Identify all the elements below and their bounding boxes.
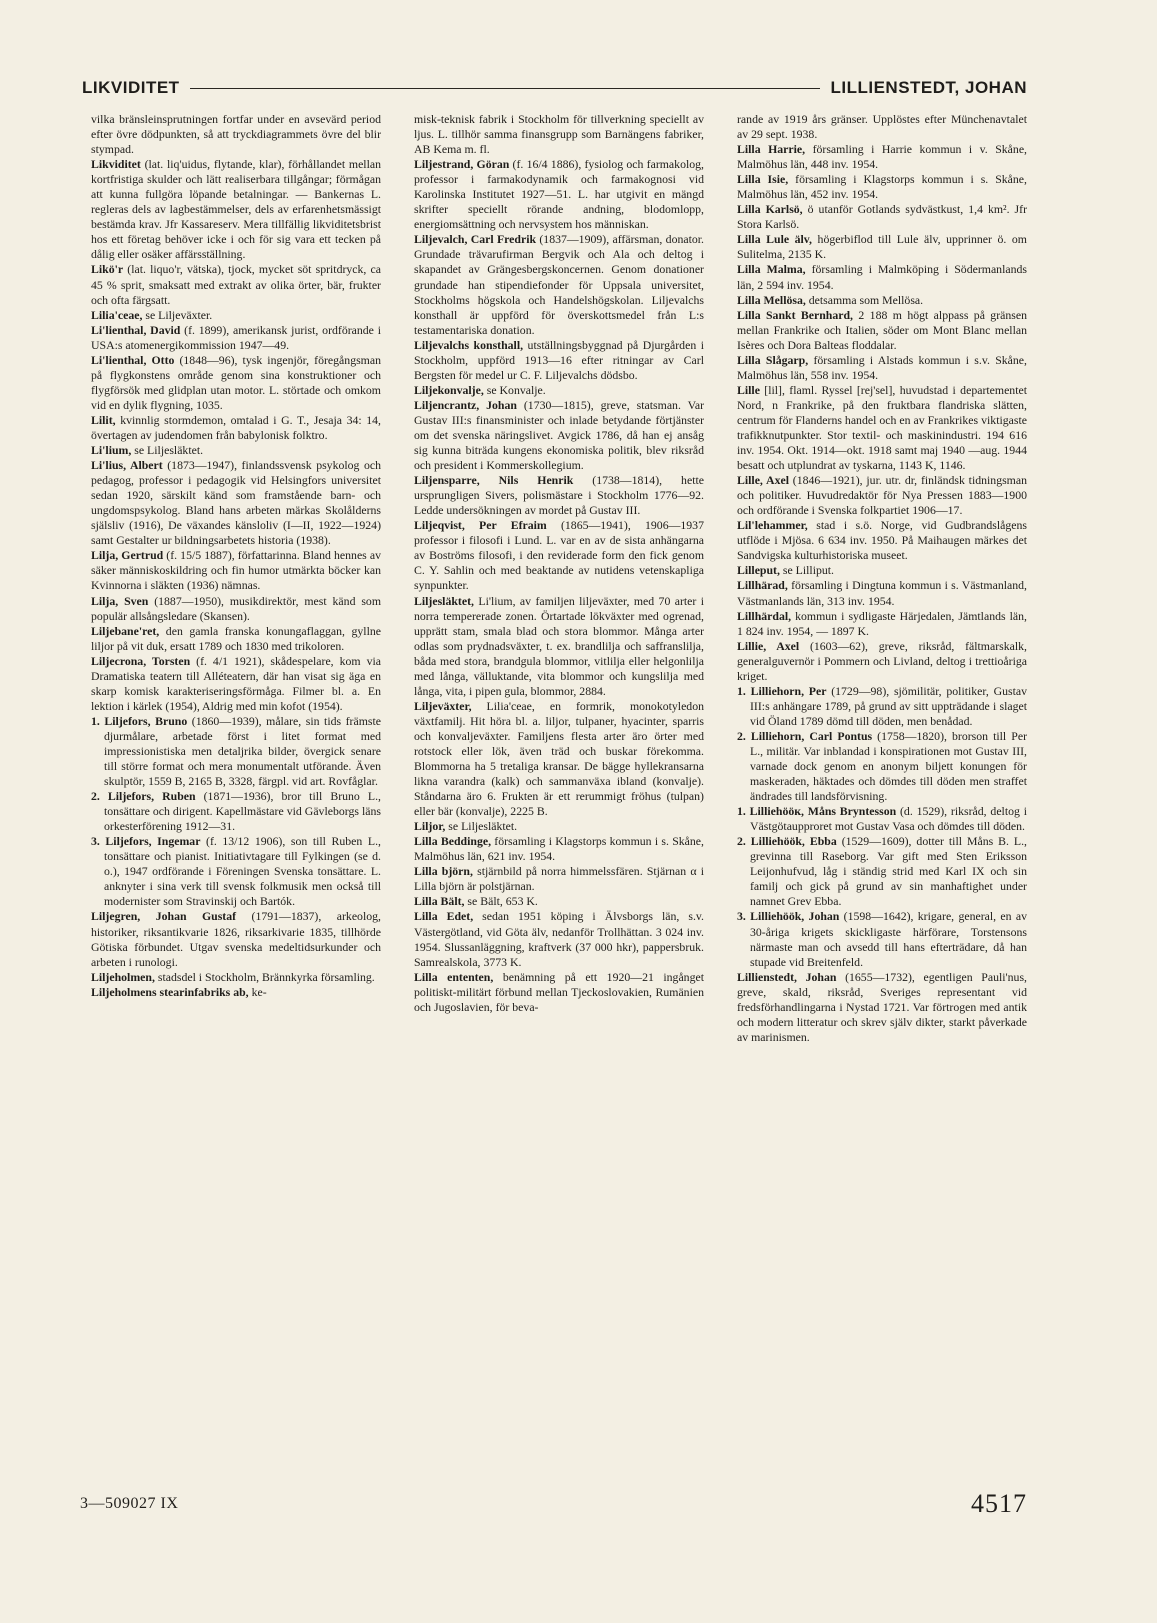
dictionary-entry [91,262,381,307]
dictionary-entry [414,157,704,232]
page-number: 4517 [971,1489,1027,1518]
running-head-right: LILLIENSTEDT, JOHAN [830,78,1027,97]
dictionary-entry [737,909,1027,969]
entry-text: (lat. liq'uidus, flytande, klar), förhållandet mellan kortfristiga skulder och lätt realiserbara tillgångar; förmågan att kunna fullgöra löpande betalningar. — Bankernas L. regleras dels av lagbestämmelser, dels av erfarenhetsmässigt bestämda krav. Jfr Kassareserv. Mera tillfällig likviditetsbrist hos ett företag behöver icke i och för sig vara ett tecken på dålig eller osäker affärsställning. [91,157,381,262]
entry-headword: Liljekonvalje, [414,382,484,397]
entry-text: (f. 16/4 1886), fysiolog och farmakolog, professor i farmakodynamik och farmakognosi vid Karolinska Institutet 1927—51. L. har utgivit en mängd skrifter speciellt rörande andning, blodomlopp, energiomsättning och nervsystem hos människan. [414,157,704,232]
entry-text: (1887—1950), musikdirektör, mest känd som populär allsångsledare (Skansen). [91,593,381,623]
entry-text: (1598—1642), krigare, general, en av 30-åriga krigets skickligaste härförare, Torstensons närmaste man och avsedd till hans efterträdare, då han stupade vid Breitenfeld. [750,909,1027,969]
entry-headword: Li'lius, Albert [91,458,163,473]
entry-text: [lil], flaml. Ryssel [rej'sel], huvudstad i departementet Nord, n Frankrike, på den fruktbara flandriska slätten, centrum för Flanderns handel och en av Frankrikes viktigaste trafikknutpunkter. Stor textil- och maskinindustri. 194 616 inv. 1954. Okt. 1914—okt. 1918 samt maj 1940 —aug. 1944 besatt och utplundrat av tyskarna, 1143 K, 1146. [737,382,1027,473]
entry-headword: Lilla ententen, [414,969,494,984]
entry-headword: Lilla Karlsö, [737,202,803,217]
entry-text: (1738—1814), hette ursprungligen Sivers, polismästare i Stockholm 1776—92. Ledde undersökningen av mordet på Gustav III. [414,473,704,518]
entry-text: ke- [248,984,267,999]
dictionary-entry [91,789,381,834]
entry-text: (lat. liquo'r, vätska), tjock, mycket söt spritdryck, ca 45 % sprit, smaksatt med extrakt av olika örter, bär, frukter och ofta färgsatt. [91,262,381,307]
entry-text: stad i s.ö. Norge, vid Gudbrandslågens utflöde i Mjösa. 6 634 inv. 1950. På Maihaugen märkes det Sandvigska kulturhistoriska museet. [737,518,1027,563]
entry-text: den gamla franska konungaflaggan, gyllne liljor på vit duk, ersatt 1789 och 1830 med trikoloren. [91,623,381,653]
entry-headword: Lillie, Axel [737,638,800,653]
entry-text: (1848—96), tysk ingenjör, föregångsman på flygkonstens område genom sina konstruktioner och flygförsök med glidplan utan motor. L. störtade och omkom vid en dylik flygning, 1035. [91,352,381,412]
entry-text: församling i Malmköping i Södermanlands län, 2 594 inv. 1954. [737,262,1027,292]
entry-headword: 2. Lilliehöök, Ebba [737,834,837,849]
entry-text: högerbiflod till Lule älv, upprinner ö. om Sulitelma, 2135 K. [737,232,1027,262]
dictionary-entry [91,323,381,353]
entry-continuation [414,112,704,157]
entry-text: kvinnlig stormdemon, omtalad i G. T., Jesaja 34: 14, övertagen av judendomen från babylonisk folktro. [91,412,381,442]
entry-text: Li'lium, av familjen liljeväxter, med 70 arter i norra tempererade zonen. Örtartade lökväxter med ogrenad, upprätt stam, smala blad och stora blommor. Många arter odlas som prydnadsväxter, t. ex. brandlilja och saffranslilja, båda med stora, brandgula blommor, vitlilja eller helgonlilja med långa, välluktande, vita blommor och kungslilja med långa, vita, i pipen gula, blommor, 2884. [414,593,704,698]
entry-headword: Lille [737,382,760,397]
header-rule [190,88,821,89]
dictionary-entry [414,819,704,834]
entry-text: kommun i sydligaste Härjedalen, Jämtlands län, 1 824 inv. 1954, — 1897 K. [737,608,1027,638]
entry-headword: Liljor, [414,819,446,834]
entry-text: församling i Klagstorps kommun i s. Skåne, Malmöhus län, 452 inv. 1954. [737,172,1027,202]
dictionary-entry [414,834,704,864]
entry-continuation [91,112,381,157]
entry-text: (1846—1921), jur. utr. dr, finländsk tidningsman och politiker. Huvudredaktör för Nya Pressen 1883—1900 och ordförande i Svenska folkpartiet 1906—17. [737,473,1027,518]
entry-text: se Liljesläktet. [131,443,204,458]
column-right [737,112,1027,1472]
entry-headword: Liljestrand, Göran [414,157,510,172]
entry-text: (1791—1837), arkeolog, historiker, riksantikvarie 1826, riksarkivarie 1835, tillhörde Götiska förbundet. Utgav svenska medeltidsurkunder och arbeten i runologi. [91,909,381,969]
entry-headword: Lilla Lule älv, [737,232,813,247]
entry-text: (1837—1909), affärsman, donator. Grundade trävarufirman Bergvik och Ala och deltog i skapandet av Grängesbergskoncernen. Genom donationer grundade han stipendiefonder för Uppsala universitet, Stockholms högskola och Handelshögskolan. Liljevalchs konsthall är uppförd för överskottsmedel från L:s testamentariska donation. [414,232,704,337]
dictionary-entry [91,970,381,985]
entry-text: 2 188 m högt alppass på gränsen mellan Frankrike och Italien, söder om Mont Blanc mellan Isères och Dora Balteas floddalar. [737,307,1027,352]
dictionary-entry [737,473,1027,518]
entry-headword: 1. Lilliehorn, Per [737,683,827,698]
dictionary-entry [414,338,704,383]
entry-text: stadsdel i Stockholm, Brännkyrka församling. [154,969,375,984]
dictionary-entry [737,970,1027,1045]
entry-headword: Liljevalchs konsthall, [414,337,524,352]
entry-headword: Lilla Mellösa, [737,292,806,307]
dictionary-entry [91,909,381,969]
entry-headword: Liljegren, Johan Gustaf [91,909,237,924]
entry-text: (1655—1732), egentligen Pauli'nus, greve, skald, riksråd, Sveriges representant vid fredsförhandlingarna i Nystad 1721. Var förtrogen med antik och modern litteratur och skrev själv dikter, starkt påverkade av marinismen. [737,969,1027,1044]
column-left [91,112,381,1472]
dictionary-entry [414,699,704,819]
entry-text: misk-teknisk fabrik i Stockholm för tillverkning speciellt av ljus. L. tillhör samma finansgrupp som Barnängens fabriker, AB Kema m. fl. [414,112,704,157]
entry-text: (1730—1815), greve, statsman. Var Gustav III:s finansminister och inlade betydande förtjänster om det svenska näringslivet. Avgick 1786, då han ej ansåg sig kunna biträda kungens ekonomiska politik, blev riksråd och president i Kommerskollegium. [414,397,704,473]
dictionary-entry [737,262,1027,292]
entry-headword: Liljecrona, Torsten [91,653,191,668]
entry-text: benämning på ett 1920—21 ingånget politiskt-militärt förbund mellan Tjeckoslovakien, Rumänien och Jugoslavien, för beva- [414,969,704,1014]
entry-headword: Liljeväxter, [414,698,472,713]
page-footer [80,1484,1027,1524]
dictionary-entry [737,353,1027,383]
dictionary-entry [737,518,1027,563]
dictionary-entry [737,609,1027,639]
entry-text: (1729—98), sjömilitär, politiker, Gustav III:s anhängare 1789, på grund av sitt uppträdande i slaget vid Öland 1789 dömd till döden, men benådad. [750,683,1027,728]
dictionary-entry [737,172,1027,202]
dictionary-entry [737,639,1027,684]
dictionary-entry [414,473,704,518]
entry-headword: Li'lienthal, David [91,322,181,337]
entry-headword: Lilla Harrie, [737,142,806,157]
entry-headword: Lilia'ceae, [91,307,143,322]
entry-headword: 1. Lilliehööк, Måns Bryntesson [737,804,897,819]
entry-text: se Lilliput. [779,563,835,578]
entry-text: (f. 1899), amerikansk jurist, ordförande i USA:s atomenergikommission 1947—49. [91,322,381,352]
dictionary-entry [91,157,381,262]
entry-headword: Lilla Beddinge, [414,834,492,849]
entry-headword: Liljevalch, Carl Fredrik [414,232,537,247]
entry-text: (1603—62), greve, riksråd, fältmarskalk, generalguvernör i Pommern och Livland, deltog i trettioåriga kriget. [737,638,1027,683]
dictionary-entry [91,834,381,909]
dictionary-entry [91,594,381,624]
entry-headword: 3. Liljefors, Ingemar [91,834,201,849]
entry-text: (1529—1609), dotter till Måns B. L., grevinna till Raseborg. Var gift med Sten Eriksson Leijonhufvud, låg i ständig strid med Karl IX och sin familj och gick på grund av sin manhaftighet under namnet Grev Ebba. [750,834,1028,909]
entry-headword: Lillienstedt, Johan [737,969,837,984]
entry-headword: Li'lium, [91,443,132,458]
dictionary-entry [414,894,704,909]
column-middle [414,112,704,1472]
dictionary-entry [737,383,1027,473]
dictionary-entry [414,398,704,473]
dictionary-entry [737,834,1027,909]
dictionary-entry [414,518,704,593]
entry-headword: Lilja, Gertrud [91,548,164,563]
entry-text: (1865—1941), 1906—1937 professor i filosofi i Lund. L. var en av de sista anhängarna av Boströms filosofi, i den reviderade form den fick genom C. Y. Sahlin och med beaktande av nutidens vetenskapliga synpunkter. [414,518,704,593]
entry-text: församling i Alstads kommun i s.v. Skåne, Malmöhus län, 558 inv. 1954. [737,352,1027,382]
dictionary-entry [91,714,381,789]
entry-text: rande av 1919 års gränser. Upplöstes efter Münchenavtalet av 29 sept. 1938. [737,112,1027,142]
entry-text: (1758—1820), brorson till Per L., militär. Var inblandad i konspirationen mot Gustav III, varnade dock genom en anonym biljett konungen för maskeraden, häktades och dömdes till döden men straffet ändrades till landsförvisning. [750,728,1027,804]
entry-text: ö utanför Gotlands sydvästkust, 1,4 km². Jfr Stora Karlsö. [737,202,1028,232]
entry-headword: Likö'r [91,262,124,277]
entry-text: sedan 1951 köping i Älvsborgs län, s.v. Västergötland, vid Göta älv, nedanför Trollhättan. 3 024 inv. 1954. Slussanläggning, kraftverk (37 000 hkr), pappersbruk. Samrealskola, 3773 K. [414,909,704,969]
entry-headword: Lilja, Sven [91,593,149,608]
entry-headword: Liljebane'ret, [91,623,160,638]
entry-headword: Lil'lehammer, [737,518,808,533]
entry-headword: Lillhärad, [737,578,788,593]
dictionary-entry [414,594,704,699]
dictionary-entry [737,729,1027,804]
entry-headword: 3. Lilliehöök, Johan [737,909,840,924]
entry-text: se Liljeväxter. [142,307,213,322]
dictionary-entry [91,413,381,443]
dictionary-entry [414,909,704,969]
printer-signature: 3—509027 IX [80,1495,179,1512]
dictionary-entry [91,985,381,1000]
entry-headword: Liljeholmen, [91,969,155,984]
entry-text: stjärnbild på norra himmelssfären. Stjärnan α i Lilla björn är polstjärnan. [414,864,704,894]
entry-text: Lilia'ceae, en formrik, monokotyledon växtfamilj. Hit höra bl. a. liljor, tulpaner, hyacinter, sparris och konvaljeväxter. Familjens flesta arter äro örter med rotstock eller lök, även träd och buskar förekomma. Blommorna ha 5 tretaliga kransar. De bägge hyllekransarna likna varandra (kalk) och sammanväxa ibland (konvalje). Ståndarna äro 6. Frukten är ett rerummigt fröhus (tulpan) eller bär (konvalje), 2225 B. [414,698,704,819]
dictionary-entry [91,353,381,413]
dictionary-entry [91,458,381,548]
entry-headword: 1. Liljefors, Bruno [91,713,188,728]
entry-text: (f. 15/5 1887), författarinna. Bland hennes av säker människoskildring och fin humor utmärkta böcker kan Kvinnorna i släkten (1936) nämnas. [91,548,381,593]
entry-text: detsamma som Mellösa. [805,292,924,307]
entry-headword: Liljeqvist, Per Efraim [414,518,547,533]
dictionary-entry [91,548,381,593]
entry-headword: Liljensparre, Nils Henrik [414,473,574,488]
entry-headword: Li'lienthal, Otto [91,352,175,367]
entry-headword: Lilla Bält, [414,894,465,909]
entry-headword: Liljencrantz, Johan [414,397,517,412]
entry-text: utställningsbyggnad på Djurgården i Stockholm, uppförd 1913—16 efter ritningar av Carl Bergsten för medel ur C. F. Liljevalchs dödsbo. [414,337,704,382]
entry-text: vilka bränsleinsprutningen fortfar under en avsevärd period efter övre dödpunkten, så att tryckdiagrammets övre del blir stympad. [91,112,381,157]
dictionary-entry [414,232,704,337]
dictionary-entry [737,142,1027,172]
dictionary-entry [91,654,381,714]
entry-text: se Bält, 653 K. [464,894,538,909]
entry-text: (f. 13/12 1906), son till Ruben L., tonsättare och pianist. Initiativtagare till Fylkingen (se d. o.), 1947 ordförande i Föreningen Svenska tonsättare. L. anknyter i sina verk till svensk folkmusik men också till modernister som Stravinskij och Bartók. [104,834,381,909]
dictionary-entry [414,864,704,894]
entry-headword: 2. Liljefors, Ruben [91,789,196,804]
dictionary-entry [737,293,1027,308]
entry-text: (1871—1936), bror till Bruno L., tonsättare och dirigent. Kapellmästare vid Gävleborgs läns orkesterförening 1912—31. [104,789,381,834]
entry-headword: Lilla Slågarp, [737,352,809,367]
entry-headword: Lillhärdal, [737,608,792,623]
running-head-left: LIKVIDITET [82,78,180,97]
dictionary-entry [737,684,1027,729]
entry-text: (1860—1939), målare, sin tids främste djurmålare, arbetade först i litet format med impressionistiska men detaljrika bilder, övergick senare till större format och mera monumentalt utförande. Även skulptör, 1559 B, 2165 B, 3328, färgpl. vid art. Rovfåglar. [104,713,382,789]
entry-text: församling i Klagstorps kommun i s. Skåne, Malmöhus län, 621 inv. 1954. [414,834,704,864]
entry-text: se Konvalje. [483,382,546,397]
entry-headword: Lilla Isie, [737,172,789,187]
dictionary-entry [737,308,1027,353]
entry-headword: Lilla Malma, [737,262,806,277]
dictionary-entry [91,308,381,323]
entry-headword: Lille, Axel [737,473,789,488]
entry-headword: Lilla Sankt Bernhard, [737,307,853,322]
entry-text: se Liljesläktet. [445,819,518,834]
dictionary-entry [737,804,1027,834]
entry-text: (f. 4/1 1921), skådespelare, kom via Dramatiska teatern till Alléteatern, där han visat sig äga en skarp komisk karakteriseringsförmåga. Filmer bl. a. En lektion i kärlek (1954), Aldrig med min kofot (1954). [91,653,381,713]
dictionary-entry [414,383,704,398]
entry-continuation [737,112,1027,142]
running-head [82,76,1027,100]
entry-text: (1873—1947), finlandssvensk psykolog och pedagog, professor i pedagogik vid Helsingfors universitet sedan 1920, särskilt känd som framstående barn- och ungdomspsykolog. Bland hans arbeten märkas Skolålderns själsliv (1916), De växandes känsloliv (I—II, 1922—1924) samt Gestalter ur bildningsarbetets historia (1938). [91,458,382,548]
dictionary-entry [414,970,704,1015]
dictionary-entry [737,202,1027,232]
text-columns [91,112,1027,1472]
dictionary-entry [737,563,1027,578]
entry-headword: Likviditet [91,157,141,172]
entry-headword: Lilleput, [737,563,780,578]
dictionary-entry [91,624,381,654]
entry-headword: Lilla björn, [414,864,473,879]
dictionary-entry [737,232,1027,262]
entry-headword: Liljesläktet, [414,593,474,608]
entry-text: församling i Dingtuna kommun i s. Västmanland, Västmanlands län, 313 inv. 1954. [737,578,1027,608]
entry-headword: Lilla Edet, [414,909,474,924]
entry-headword: 2. Lilliehorn, Carl Pontus [737,728,873,743]
dictionary-entry [737,578,1027,608]
dictionary-entry [91,443,381,458]
entry-text: (d. 1529), riksråd, deltog i Västgötaupproret mot Gustav Vasa och dömdes till döden. [750,804,1027,834]
entry-headword: Liljeholmens stearinfabriks ab, [91,984,249,999]
entry-text: församling i Harrie kommun i v. Skåne, Malmöhus län, 448 inv. 1954. [737,142,1027,172]
entry-headword: Lilit, [91,412,116,427]
